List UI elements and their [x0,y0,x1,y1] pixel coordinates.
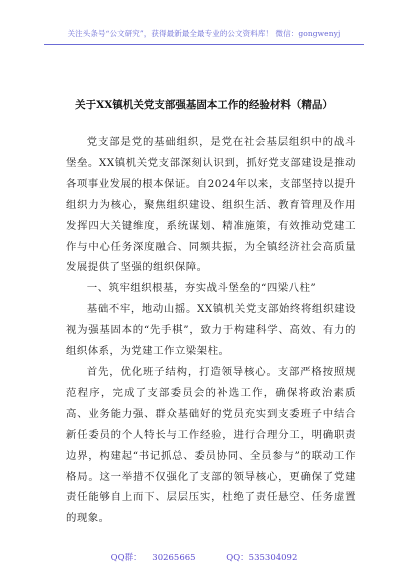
footer-contact [0,551,408,563]
header-divider [44,44,364,45]
paragraph-intro: 党支部是党的基础组织，是党在社会基层组织中的战斗堡垒。XX镇机关党支部深刻认识到，抓好党支部建设是推动各项事业发展的根本保证。自2024年以来，支部坚持以提升组织力为核心，聚焦组织建设、组织生活、教育管理及作用发挥四大关键维度，系统谋划、精准施策，有效推动党建工作与中心任务深度融合、同频共振，为全镇经济社会高质量发展提供了坚强的组织保障。 [66,136,356,274]
document-body [66,132,356,529]
section-heading: 一、筑牢组织根基，夯实战斗堡垒的“四梁八柱” [86,282,317,295]
document-title: 关于XX镇机关党支部强基固本工作的经验材料（精品） [75,99,333,111]
footer-qq-group: QQ群： 30265665 [110,553,196,563]
paragraph-foundation: 基础不牢，地动山摇。XX镇机关党支部始终将组织建设视为强基固本的“先手棋”，致力于构建科学、高效、有力的组织体系，为党建工作立梁架柱。 [66,303,356,358]
footer-qq: QQ：535304092 [226,553,298,563]
paragraph-leadership: 首先，优化班子结构，打造领导核心。支部严格按照规范程序，完成了支部委员会的补选工作，确保将政治素质高、业务能力强、群众基础好的党员充实到支委班子中结合新任委员的个人特长与工作经验，进行合理分工，明确职责边界，构建起“书记抓总、委员协同、全员参与”的联动工作格局。这一举措不仅强化了支部的领导核心，更确保了党建责任能够自上而下、层层压实，杜绝了责任悬空、任务虚置的现象。 [66,365,356,525]
header-banner: 关注头条号“公文研究”，获得最新最全最专业的公文资料库！ 微信：gongwenyj [67,29,341,38]
